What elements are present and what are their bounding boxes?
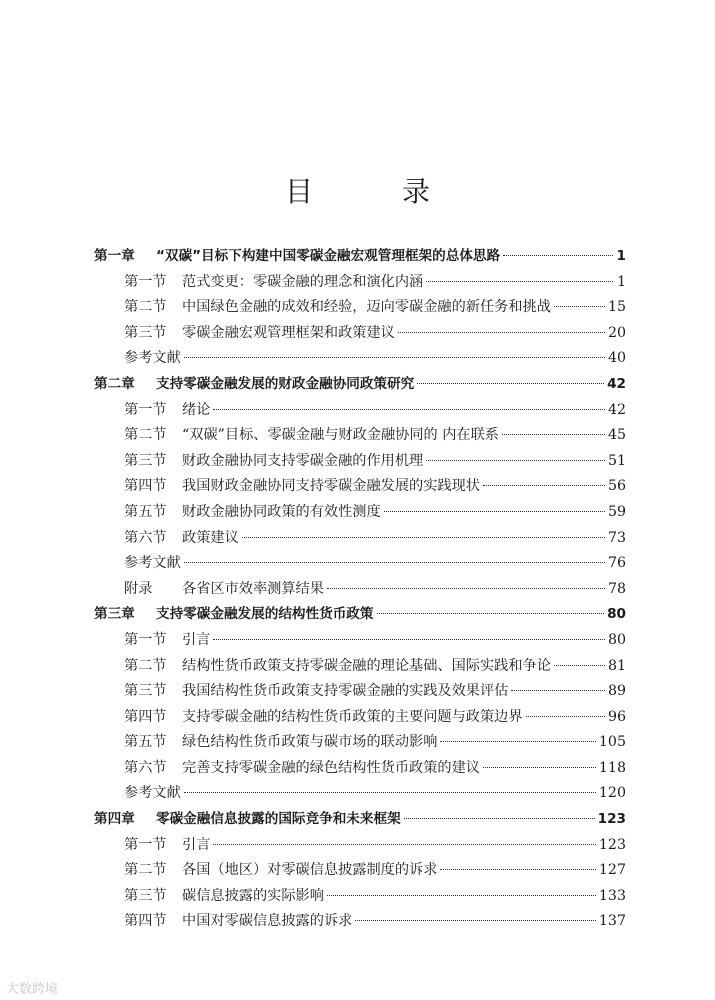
toc-section-row [94, 730, 626, 756]
page-number: 127 [598, 862, 626, 879]
entry-number: 第六节 [124, 759, 167, 776]
dot-leader [384, 511, 605, 512]
entry-title: 结构性货币政策支持零碳金融的理论基础、国际实践和争论 [182, 657, 551, 674]
page-number: 45 [607, 427, 626, 444]
page-number: 118 [598, 759, 626, 776]
dot-leader [440, 869, 596, 870]
dot-leader [213, 844, 596, 845]
toc-section-row [94, 628, 626, 654]
page-number: 80 [607, 606, 626, 623]
entry-number: 第二章 [94, 375, 135, 392]
page-number: 137 [598, 913, 626, 930]
entry-title: 支持零碳金融发展的财政金融协同政策研究 [156, 375, 415, 392]
entry-title: 参考文献 [124, 555, 181, 572]
toc-section-row [94, 705, 626, 731]
page-number: 96 [607, 708, 626, 725]
toc-section-row [94, 833, 626, 859]
entry-title: 支持零碳金融发展的结构性货币政策 [156, 606, 374, 623]
page-number: 20 [607, 324, 626, 341]
dot-leader [377, 613, 605, 614]
dot-leader [417, 383, 604, 384]
entry-title: 各国（地区）对零碳信息披露制度的诉求 [182, 862, 438, 879]
entry-number: 第五节 [124, 734, 167, 751]
entry-number: 第四节 [124, 478, 167, 495]
entry-number: 第一节 [124, 273, 167, 290]
toc-section-row [94, 756, 626, 782]
toc-chapter-row [94, 602, 626, 628]
entry-number: 第二节 [124, 427, 167, 444]
toc-chapter-row [94, 244, 626, 270]
dot-leader [184, 562, 605, 563]
entry-title: 引言 [182, 836, 211, 853]
toc-section-row [94, 526, 626, 552]
toc-section-row [94, 909, 626, 935]
page-number: 1 [616, 248, 626, 264]
dot-leader [483, 767, 596, 768]
toc-section-row [94, 346, 626, 372]
entry-title: “双碳”目标、零碳金融与财政金融协同的 内在联系 [182, 427, 499, 444]
toc-section-row [94, 654, 626, 680]
dot-leader [526, 716, 605, 717]
entry-number: 第四节 [124, 913, 167, 930]
dot-leader [554, 306, 605, 307]
dot-leader [554, 665, 605, 666]
table-of-contents [94, 244, 626, 935]
dot-leader [327, 588, 605, 589]
watermark: 大数跨境 [6, 982, 59, 997]
page-number: 81 [607, 657, 626, 674]
page-number: 59 [607, 503, 626, 520]
entry-title: 碳信息披露的实际影响 [182, 887, 324, 904]
entry-title: 财政金融协同支持零碳金融的作用机理 [182, 452, 424, 469]
entry-title: 政策建议 [182, 529, 239, 546]
entry-number: 第三节 [124, 887, 167, 904]
toc-section-row [94, 679, 626, 705]
dot-leader [440, 741, 596, 742]
entry-title: “双碳”目标下构建中国零碳金融宏观管理框架的总体思路 [156, 248, 501, 264]
page-number: 51 [607, 452, 626, 469]
toc-section-row [94, 449, 626, 475]
entry-number: 第一节 [124, 401, 167, 418]
entry-title: 完善支持零碳金融的绿色结构性货币政策的建议 [182, 759, 480, 776]
entry-number: 第二节 [124, 657, 167, 674]
dot-leader [184, 792, 596, 793]
entry-title: 中国对零碳信息披露的诉求 [182, 913, 353, 930]
page-number: 133 [598, 887, 626, 904]
entry-number: 第一节 [124, 836, 167, 853]
dot-leader [213, 639, 605, 640]
toc-section-row [94, 884, 626, 910]
dot-leader [242, 537, 605, 538]
toc-chapter-row [94, 807, 626, 833]
entry-title: 财政金融协同政策的有效性测度 [182, 503, 381, 520]
page-number: 89 [607, 683, 626, 700]
entry-title: 引言 [182, 631, 211, 648]
entry-number: 附录 [124, 580, 153, 597]
dot-leader [511, 690, 605, 691]
page-title: 目 录 [285, 175, 470, 208]
dot-leader [213, 409, 605, 410]
entry-title: 我国财政金融协同支持零碳金融发展的实践现状 [182, 478, 480, 495]
page-number: 42 [607, 401, 626, 418]
entry-title: 中国绿色金融的成效和经验，迈向零碳金融的新任务和挑战 [182, 299, 551, 316]
entry-number: 第五节 [124, 503, 167, 520]
entry-title: 参考文献 [124, 350, 181, 367]
entry-number: 第四节 [124, 708, 167, 725]
dot-leader [483, 485, 605, 486]
entry-number: 第三节 [124, 324, 167, 341]
dot-leader [327, 895, 596, 896]
toc-section-row [94, 270, 626, 296]
toc-section-row [94, 577, 626, 603]
toc-section-row [94, 781, 626, 807]
entry-title: 支持零碳金融的结构性货币政策的主要问题与政策边界 [182, 708, 523, 725]
page-number: 123 [598, 836, 626, 853]
entry-title: 各省区市效率测算结果 [182, 580, 324, 597]
toc-section-row [94, 321, 626, 347]
toc-section-row [94, 551, 626, 577]
entry-number: 第一章 [94, 248, 135, 264]
entry-number: 第四章 [94, 811, 135, 828]
entry-number: 第二节 [124, 862, 167, 879]
page-number: 15 [607, 299, 626, 316]
dot-leader [426, 281, 613, 282]
dot-leader [404, 818, 595, 819]
toc-section-row [94, 500, 626, 526]
entry-number: 第六节 [124, 529, 167, 546]
page-number: 76 [607, 555, 626, 572]
dot-leader [355, 920, 596, 921]
dot-leader [502, 434, 605, 435]
entry-title: 范式变更：零碳金融的理念和演化内涵 [182, 273, 424, 290]
page-number: 80 [607, 631, 626, 648]
dot-leader [184, 357, 605, 358]
toc-section-row [94, 474, 626, 500]
toc-section-row [94, 398, 626, 424]
page-number: 120 [598, 785, 626, 802]
toc-section-row [94, 423, 626, 449]
toc-chapter-row [94, 372, 626, 398]
entry-number: 第三节 [124, 683, 167, 700]
entry-title: 零碳金融信息披露的国际竞争和未来框架 [156, 811, 401, 828]
page-number: 123 [597, 811, 626, 828]
dot-leader [398, 332, 605, 333]
page-number: 73 [607, 529, 626, 546]
dot-leader [503, 255, 613, 256]
entry-title: 绪论 [182, 401, 211, 418]
toc-section-row [94, 858, 626, 884]
page-number: 1 [616, 273, 626, 290]
entry-number: 第三节 [124, 452, 167, 469]
entry-title: 我国结构性货币政策支持零碳金融的实践及效果评估 [182, 683, 509, 700]
entry-number: 第一节 [124, 631, 167, 648]
page-number: 78 [607, 580, 626, 597]
page-number: 105 [598, 734, 626, 751]
toc-section-row [94, 295, 626, 321]
page-number: 42 [607, 375, 626, 392]
entry-number: 第三章 [94, 606, 135, 623]
page-number: 56 [607, 478, 626, 495]
entry-number: 第二节 [124, 299, 167, 316]
dot-leader [426, 460, 605, 461]
entry-title: 绿色结构性货币政策与碳市场的联动影响 [182, 734, 438, 751]
entry-title: 零碳金融宏观管理框架和政策建议 [182, 324, 395, 341]
page-number: 40 [607, 350, 626, 367]
entry-title: 参考文献 [124, 785, 181, 802]
